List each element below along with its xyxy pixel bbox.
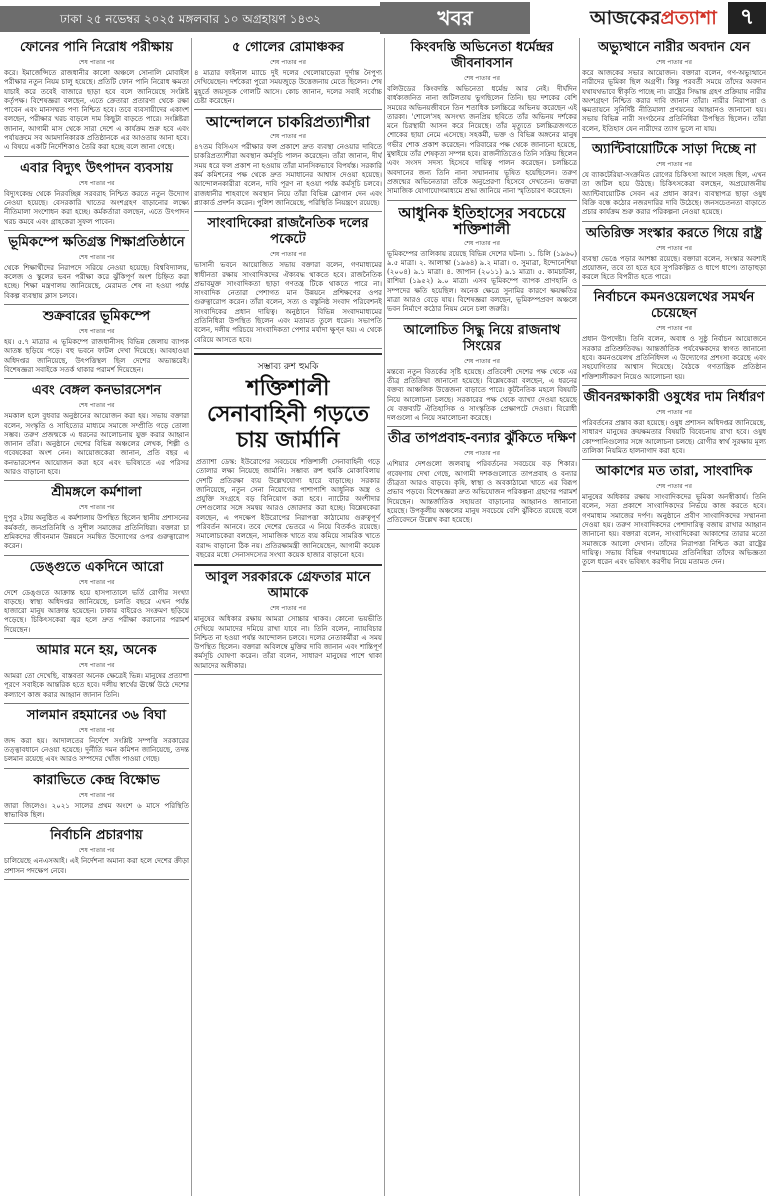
- article-body: বলিউডের কিংবদন্তি অভিনেতা ধর্মেন্দ্র আর নেই। দীর্ঘদিন বার্ধক্যজনিত নানা জটিলতায় ভুগছিলেন তিনি। ছয় দশকের বেশি সময়ের অভিনয়জীবনে তিন শতাধিক চলচ্চিত্রে অভিনয় করেছেন এই তারকা। 'শোলে'সহ অসংখ্য জনপ্রিয় ছবিতে তাঁর অভিনয় দর্শকের মনে চিরস্থায়ী আসন করে নিয়েছে। তাঁর মৃত্যুতে চলচ্চিত্রজগতে শোকের ছায়া নেমে এসেছে। সহকর্মী, ভক্ত ও বিভিন্ন অঙ্গনের মানুষ গভীর শোক প্রকাশ করেছেন। পরিবারের পক্ষ থেকে জানানো হয়েছে, মুম্বাইয়ে তাঁর শেষকৃত্য সম্পন্ন হবে। রাজনীতিতেও তিনি সক্রিয় ছিলেন এবং সংসদ সদস্য হিসেবে দায়িত্ব পালন করেছেন। চলচ্চিত্রে অবদানের জন্য তিনি নানা সম্মাননায় ভূষিত হয়েছিলেন। তরুণ প্রজন্মের অভিনেতারা তাঁকে অনুপ্রেরণা হিসেবে দেখতেন। ভক্তরা সামাজিক যোগাযোগমাধ্যমে শ্রদ্ধা জানিয়ে নানা স্মৃতিচারণ করেছেন।: [387, 85, 577, 196]
- article-headline[interactable]: অভ্যুত্থানে নারীর অবদান যেন: [598, 40, 750, 55]
- continuation-note: শেষ পাতার পর: [78, 578, 115, 586]
- continuation-note: শেষ পাতার পর: [656, 325, 692, 333]
- page-number: ৭: [728, 2, 766, 34]
- logo-prefix: আজকের: [590, 7, 661, 29]
- article-headline[interactable]: সাংবাদিকেরা রাজনৈতিক দলের পকেটে: [207, 216, 369, 248]
- article-headline[interactable]: ডেঙ্গুতে একদিনে আরো: [29, 559, 164, 575]
- article-body: মানুষের অধিকার রক্ষায় সাংবাদিকদের ভূমিকা অনস্বীকার্য। তিনি বলেন, সত্য প্রকাশে সাংবাদিকদের নির্ভয়ে কাজ করতে হবে। গণমাধ্যম সমাজের দর্পণ। অনুষ্ঠানে প্রবীণ সাংবাদিকদের সম্মাননা দেওয়া হয়। তরুণ সাংবাদিকদের পেশাদারিত্ব বজায় রাখার আহ্বান জানানো হয়। বক্তারা বলেন, সাংবাদিকেরা আকাশের তারার মতো সমাজকে আলো দেখান। তাঁদের নিরাপত্তা নিশ্চিত করা রাষ্ট্রের দায়িত্ব। সভায় বিভিন্ন গণমাধ্যমের প্রতিনিধিরা তাঁদের অভিজ্ঞতা তুলে ধরেন এবং ভবিষ্যৎ করণীয় নিয়ে মতামত দেন।: [582, 493, 766, 567]
- article-headline[interactable]: এবং বেঙ্গল কনভারসেশন: [31, 383, 162, 399]
- news-article: [4, 383, 189, 481]
- continuation-note: শেষ পাতার পর: [464, 357, 500, 365]
- column-divider: [191, 38, 192, 1196]
- section-label: খবর: [380, 2, 530, 34]
- article-headline[interactable]: নির্বাচনি প্রচারণায়: [50, 828, 143, 844]
- article-body: প্রধান উপদেষ্টা। তিনি বলেন, অবাধ ও সুষ্ঠু নির্বাচন আয়োজনে সরকার প্রতিশ্রুতিবদ্ধ। আন্তর্জাতিক পর্যবেক্ষকদের স্বাগত জানানো হবে। কমনওয়েলথ প্রতিনিধিদল এ উদ্যোগের প্রশংসা করেছে এবং সহযোগিতার আশ্বাস দিয়েছে। বৈঠকে গণতান্ত্রিক প্রতিষ্ঠান শক্তিশালীকরণ নিয়েও আলোচনা হয়।: [582, 335, 766, 381]
- article-headline[interactable]: ভূমিকম্পে ক্ষতিগ্রস্ত শিক্ষাপ্রতিষ্ঠানে: [8, 234, 185, 250]
- news-article: [582, 226, 766, 287]
- news-article: [4, 235, 189, 305]
- feature-body: প্রত্যাশা ডেস্ক: ইউরোপের সবচেয়ে শক্তিশালী সেনাবাহিনী গড়ে তোলার লক্ষ্য নিয়েছে জার্মানি। সম্ভাব্য রুশ হুমকি মোকাবিলায় দেশটি প্রতিরক্ষা ব্যয় উল্লেখযোগ্য হারে বাড়াচ্ছে। সরকার জানিয়েছে, নতুন সেনা নিয়োগের পাশাপাশি আধুনিক অস্ত্র ও প্রযুক্তি সংগ্রহে বড় বিনিয়োগ করা হবে। ন্যাটোর অংশীদার দেশগুলোর সঙ্গে সমন্বয় আরও জোরদার করা হচ্ছে। বিশ্লেষকেরা বলছেন, এ পদক্ষেপ ইউরোপের নিরাপত্তা কাঠামোয় গুরুত্বপূর্ণ পরিবর্তন আনবে। তবে দেশের ভেতরে এ নিয়ে বিতর্কও রয়েছে। সমালোচকেরা বলছেন, সামাজিক খাতে ব্যয় কমিয়ে সামরিক খাতে বরাদ্দ বাড়ানো ঠিক নয়। প্রতিরক্ষামন্ত্রী জানিয়েছেন, আগামী কয়েক বছরের মধ্যে সেনাসদস্যের সংখ্যা কয়েক হাজার বাড়ানো হবে।: [196, 457, 380, 559]
- news-article: [4, 485, 189, 555]
- news-article: [582, 290, 766, 385]
- column-divider: [384, 38, 385, 1196]
- newspaper-logo[interactable]: [590, 4, 717, 36]
- news-article: [4, 40, 189, 157]
- continuation-note: শেষ পাতার পর: [78, 59, 115, 66]
- article-headline[interactable]: এবার বিদ্যুৎ উৎপাদন ব্যবসায়: [20, 160, 173, 176]
- news-article: [4, 309, 189, 379]
- continuation-note: শেষ পাতার পর: [656, 161, 692, 169]
- continuation-note: শেষ পাতার পর: [78, 791, 115, 799]
- news-article: [387, 40, 577, 201]
- article-body: দেশে ডেঙ্গুতে আক্রান্ত হয়ে হাসপাতালে ভর্তি রোগীর সংখ্যা বাড়ছে। স্বাস্থ্য অধিদপ্তর জানিয়েছে, চলতি বছরে এখন পর্যন্ত হাজারো মানুষ আক্রান্ত হয়েছেন। ঢাকার বাইরেও সংক্রমণ ছড়িয়ে পড়েছে। চিকিৎসকেরা জ্বর হলে দ্রুত পরীক্ষা করানোর পরামর্শ দিয়েছেন।: [4, 588, 189, 634]
- article-body: করে। ইমার্জেন্সিতে রাজধানীর কালো অঞ্চলে সোনালি মোবাইল পরীক্ষার নতুন নিয়ম চালু হয়েছে। প্রতিটি ফোন পানি নিরোধ ক্ষমতা যাচাই করে তবেই বাজারে ছাড়া হবে বলে জানিয়েছে সংশ্লিষ্ট কর্তৃপক্ষ। বিশেষজ্ঞরা বলছেন, এতে ক্রেতারা প্রতারণা থেকে রক্ষা পাবেন এবং মানসম্মত পণ্য নিশ্চিত হবে। তবে ব্যবসায়ীদের একাংশ বলছেন, পরীক্ষার খরচ বাড়লে দাম কিছুটা বাড়তে পারে। সংশ্লিষ্টরা জানান, আগামী মাস থেকে সারা দেশে এ কার্যক্রম শুরু হবে এবং পর্যায়ক্রমে সব আমদানিকারক প্রতিষ্ঠানকে এর আওতায় আনা হবে। এ বিষয়ে একটি নির্দেশিকাও তৈরি করা হচ্ছে বলে জানা গেছে।: [4, 69, 189, 152]
- article-headline[interactable]: আমার মনে হয়, অনেক: [36, 642, 157, 658]
- article-body: পরিবর্তনের প্রস্তাব করা হয়েছে। ওষুধ প্রশাসন অধিদপ্তর জানিয়েছে, সাধারণ মানুষের ক্রয়ক্ষমতার বিষয়টি বিবেচনায় রাখা হবে। ওষুধ কোম্পানিগুলোর সঙ্গে আলোচনা চলছে। রোগীর স্বার্থ সুরক্ষায় মূল্য তালিকা নিয়মিত হালনাগাদ করা হবে।: [582, 418, 766, 455]
- article-headline[interactable]: কারাভিতে কেন্দ্র বিক্ষোভ: [33, 772, 160, 788]
- news-article: [194, 216, 382, 349]
- article-body: ভাসানী ভবনে আয়োজিত সভায় বক্তারা বলেন, গণমাধ্যমের স্বাধীনতা রক্ষায় সাংবাদিকদের ঐক্যবদ্ধ থাকতে হবে। রাজনৈতিক প্রভাবমুক্ত সাংবাদিকতা ছাড়া গণতন্ত্র টিকে থাকতে পারে না। সাংবাদিক নেতারা পেশাগত মান উন্নয়নে প্রশিক্ষণের ওপর গুরুত্বারোপ করেন। তাঁরা বলেন, সত্য ও বস্তুনিষ্ঠ সংবাদ পরিবেশনই সাংবাদিকের প্রধান দায়িত্ব। অনুষ্ঠানে বিভিন্ন সংবাদমাধ্যমের প্রতিনিধিরা উপস্থিত ছিলেন এবং মতামত তুলে ধরেন। সভাপতি বলেন, দলীয় পরিচয়ে সাংবাদিকতা পেশার মর্যাদা ক্ষুণ্ন হয়। এ থেকে বেরিয়ে আসতে হবে।: [194, 261, 382, 344]
- article-headline[interactable]: শ্রীমঙ্গলে কর্মশালা: [51, 485, 142, 501]
- continuation-note: শেষ পাতার পর: [656, 59, 692, 66]
- continuation-note: শেষ পাতার পর: [270, 133, 306, 141]
- article-headline[interactable]: আবুল সরকারকে গ্রেফতার মানে আমাকে: [205, 570, 371, 602]
- continuation-note: শেষ পাতার পর: [78, 726, 115, 734]
- continuation-note: শেষ পাতার পর: [78, 402, 115, 410]
- news-article: [582, 390, 766, 460]
- article-body: এশিয়ার দেশগুলো জলবায়ু পরিবর্তনের সবচেয়ে বড় শিকার। গবেষণায় দেখা গেছে, আগামী দশকগুলোতে তাপপ্রবাহ ও বন্যার তীব্রতা আরও বাড়বে। কৃষি, স্বাস্থ্য ও অবকাঠামো খাতে এর বিরূপ প্রভাব পড়বে। বিশেষজ্ঞরা দ্রুত অভিযোজন পরিকল্পনা গ্রহণের পরামর্শ দিয়েছেন। আন্তর্জাতিক সহায়তা বাড়ানোর আহ্বানও জানানো হয়েছে। উপকূলীয় অঞ্চলের মানুষ সবচেয়ে বেশি ঝুঁকিতে রয়েছে বলে প্রতিবেদনে উল্লেখ করা হয়েছে।: [387, 460, 577, 525]
- column-2: [194, 38, 382, 1196]
- article-body: মন্তব্যে নতুন বিতর্কের সৃষ্টি হয়েছে। প্রতিবেশী দেশের পক্ষ থেকে এর তীব্র প্রতিক্রিয়া জানানো হয়েছে। বিশ্লেষকেরা বলছেন, এ ধরনের বক্তব্য আঞ্চলিক উত্তেজনা বাড়াতে পারে। কূটনৈতিক মহলে বিষয়টি নিয়ে আলোচনা চলছে। সরকারের পক্ষ থেকে ব্যাখ্যা দেওয়া হয়েছে যে বক্তব্যটি ঐতিহাসিক ও সাংস্কৃতিক প্রেক্ষাপটে দেওয়া। বিরোধী দলগুলো এ নিয়ে সমালোচনা করেছে।: [387, 367, 577, 423]
- column-4: [582, 38, 766, 1196]
- continuation-note: শেষ পাতার পর: [656, 483, 692, 491]
- article-headline[interactable]: আকাশের মত তারা, সাংবাদিক: [595, 464, 753, 480]
- feature-article: [194, 353, 382, 566]
- continuation-note: শেষ পাতার পর: [78, 179, 115, 187]
- article-body: হয়। ৫.৭ মাত্রার এ ভূমিকম্পে রাজধানীসহ বিভিন্ন জেলায় ব্যাপক আতঙ্ক ছড়িয়ে পড়ে। বহু ভবনে ফাটল দেখা দিয়েছে। আবহাওয়া অধিদপ্তর জানিয়েছে, উৎপত্তিস্থল ছিল দেশের অভ্যন্তরেই। বিশেষজ্ঞরা সবাইকে সতর্ক থাকার পরামর্শ দিয়েছেন।: [4, 338, 189, 374]
- continuation-note: শেষ পাতার পর: [270, 59, 306, 66]
- continuation-note: শেষ পাতার পর: [78, 253, 115, 261]
- continuation-note: শেষ পাতার পর: [78, 661, 115, 669]
- article-headline[interactable]: ফোনের পানি নিরোধ পরীক্ষায়: [20, 40, 173, 55]
- continuation-note: শেষ পাতার পর: [270, 251, 306, 259]
- continuation-note: শেষ পাতার পর: [464, 450, 500, 458]
- feature-kicker: সম্ভাব্য রুশ হুমকি: [257, 361, 319, 372]
- continuation-note: শেষ পাতার পর: [270, 605, 306, 613]
- news-article: [582, 142, 766, 221]
- news-article: [582, 464, 766, 571]
- logo-accent: প্রত্যাশা: [660, 7, 717, 29]
- issue-date: ঢাকা ২৫ নভেম্বর ২০২৫ মঙ্গলবার ১০ অগ্রহায়ণ ১৪৩২: [0, 6, 380, 32]
- news-article: [4, 828, 189, 880]
- continuation-note: শেষ পাতার পর: [78, 847, 115, 855]
- news-article: [387, 431, 577, 529]
- continuation-note: শেষ পাতার পর: [656, 408, 692, 416]
- article-body: জব্দ করা হয়। আদালতের নির্দেশে সংশ্লিষ্ট সম্পত্তি সরকারের তত্ত্বাবধানে নেওয়া হয়েছে। দুর্নীতি দমন কমিশন জানিয়েছে, তদন্ত চলমান রয়েছে এবং আরও সম্পদের খোঁজ পাওয়া গেছে।: [4, 736, 189, 764]
- article-body: আমরা তো দেখেছি, বাস্তবতা অনেক ক্ষেত্রেই ভিন্ন। মানুষের প্রত্যাশা পূরণে সবাইকে আন্তরিক হতে হবে। দলীয় স্বার্থের ঊর্ধ্বে উঠে দেশের কল্যাণে কাজ করার আহ্বান জানান তিনি।: [4, 671, 189, 699]
- article-body: ৪৭তম বিসিএস পরীক্ষার ফল প্রকাশে দ্রুত ব্যবস্থা নেওয়ার দাবিতে চাকরিপ্রত্যাশীরা অবস্থান কর্মসূচি পালন করেছেন। তাঁরা জানান, দীর্ঘ সময় ধরে ফল প্রকাশ না হওয়ায় তাঁরা মানসিকভাবে বিপর্যস্ত। সরকারি কর্ম কমিশনের পক্ষ থেকে দ্রুত সমাধানের আশ্বাস দেওয়া হয়েছে। আন্দোলনকারীরা বলেন, দাবি পূরণ না হওয়া পর্যন্ত কর্মসূচি চলবে। রাজধানীর শাহবাগে অবস্থান নিয়ে তাঁরা বিভিন্ন স্লোগান দেন এবং প্ল্যাকার্ড প্রদর্শন করেন। পুলিশ জানিয়েছে, পরিস্থিতি নিয়ন্ত্রণে রয়েছে।: [194, 143, 382, 207]
- article-headline[interactable]: আলোচিত সিদ্ধু নিয়ে রাজনাথ সিংয়ের: [403, 322, 561, 354]
- continuation-note: শেষ পাতার পর: [464, 239, 500, 247]
- news-article: [4, 773, 189, 825]
- article-body: ৪ মাত্রার ফাইনাল ম্যাচে দুই দলের খেলোয়াড়েরা দুর্দান্ত নৈপুণ্য দেখিয়েছেন। দর্শকেরা পুরো সময়জুড়ে উত্তেজনায় মেতে ছিলেন। শেষ মুহূর্তে জয়সূচক গোলটি আসে। কোচ জানান, দলের সবাই সর্বোচ্চ চেষ্টা করেছেন।: [194, 69, 382, 105]
- article-headline[interactable]: তীব্র তাপপ্রবাহ-বন্যার ঝুঁকিতে দক্ষিণ: [388, 431, 576, 447]
- article-headline[interactable]: জীবনরক্ষাকারী ওষুধের দাম নির্ধারণ: [583, 389, 765, 405]
- article-headline[interactable]: নির্বাচনে কমনওয়েলথের সমর্থন চেয়েছেন: [593, 290, 755, 322]
- article-headline[interactable]: কিংবদন্তি অভিনেতা ধর্মেন্দ্রর জীবনাবসান: [410, 40, 554, 71]
- news-article: [194, 40, 382, 110]
- news-article: [194, 114, 382, 212]
- article-headline[interactable]: আধুনিক ইতিহাসের সবচেয়ে শক্তিশালী: [398, 203, 566, 238]
- news-article: [194, 570, 382, 675]
- article-body: দুপুর ২টায় অনুষ্ঠিত এ কর্মশালায় উপস্থিত ছিলেন স্থানীয় প্রশাসনের কর্মকর্তা, জনপ্রতিনিধি ও সুশীল সমাজের প্রতিনিধিরা। বক্তারা চা শ্রমিকদের জীবনমান উন্নয়নে সমন্বিত উদ্যোগের ওপর গুরুত্বারোপ করেন।: [4, 514, 189, 551]
- page-header: [0, 0, 770, 34]
- column-divider: [579, 38, 580, 1196]
- article-headline[interactable]: আন্দোলনে চাকরিপ্রত্যাশীরা: [206, 113, 370, 132]
- news-article: [4, 708, 189, 769]
- news-article: [387, 205, 577, 319]
- column-1: [4, 38, 189, 1196]
- continuation-note: শেষ পাতার পর: [464, 75, 500, 82]
- news-article: [4, 643, 189, 704]
- article-headline[interactable]: সালমান রহমানের ৩৬ বিঘা: [26, 707, 167, 723]
- article-headline[interactable]: অ্যান্টিবায়োটিকে সাড়া দিচ্ছে না: [591, 142, 757, 158]
- article-body: জারা জিলেও। ২০২১ সালের প্রথম অংশে ৬ মাসে পরিস্থিতি স্বাভাবিক ছিল।: [4, 801, 189, 820]
- article-body: চালিয়েছে এনএসআই। এই নির্দেশনা অমান্য করা হলে দেশের ক্রীড়া প্রশাসন পদক্ষেপ নেবে।: [4, 857, 189, 875]
- article-body: সমকাল হলে বুধবার অনুষ্ঠানের আয়োজন করা হয়। সভায় বক্তারা বলেন, সংস্কৃতি ও সাহিত্যের মাধ্যমে সমাজে সম্প্রীতি গড়ে তোলা সম্ভব। তরুণ প্রজন্মকে এ ধরনের আলোচনায় যুক্ত করার আহ্বান জানান তাঁরা। অনুষ্ঠানে দেশের বিভিন্ন অঞ্চলের লেখক, শিল্পী ও গবেষকেরা অংশ নেন। আয়োজকেরা জানান, প্রতি বছর এ কনভারসেশন আয়োজন করা হবে এবং ভবিষ্যতে এর পরিসর আরও বাড়ানো হবে।: [4, 412, 189, 477]
- article-body: ব্যবস্থা ভেঙে পড়ার আশঙ্কা রয়েছে। বক্তারা বলেন, সংস্কার অবশ্যই প্রয়োজন, তবে তা হতে হবে সুপরিকল্পিত ও ধাপে ধাপে। তাড়াহুড়া করলে হিতে বিপরীত হতে পারে।: [582, 254, 766, 282]
- news-article: [582, 40, 766, 138]
- article-body: করে আজকের সভার আয়োজন। বক্তারা বলেন, গণ-অভ্যুত্থানে নারীদের ভূমিকা ছিল অগ্রণী। কিন্তু পরবর্তী সময়ে তাঁদের অবদান যথাযথভাবে স্বীকৃতি পাচ্ছে না। রাষ্ট্রের সিদ্ধান্ত গ্রহণ প্রক্রিয়ায় নারীর অংশগ্রহণ নিশ্চিত করার দাবি জানান তাঁরা। নারীর নিরাপত্তা ও ক্ষমতায়নে সুনির্দিষ্ট নীতিমালা প্রণয়নের আহ্বানও জানানো হয়। সভায় বিভিন্ন নারী সংগঠনের প্রতিনিধিরা উপস্থিত ছিলেন। তাঁরা বলেন, ইতিহাস যেন নারীদের ত্যাগ ভুলে না যায়।: [582, 69, 766, 133]
- continuation-note: শেষ পাতার পর: [656, 244, 692, 252]
- article-body: মানুষের অধিকার রক্ষায় আমরা সোচ্চার থাকব। কোনো ভয়ভীতি দেখিয়ে আমাদের দমিয়ে রাখা যাবে না। তিনি বলেন, ন্যায়বিচার নিশ্চিত না হওয়া পর্যন্ত আন্দোলন চলবে। দলের নেতাকর্মীরা এ সময় উপস্থিত ছিলেন। বক্তারা অবিলম্বে মুক্তির দাবি জানান এবং শান্তিপূর্ণ কর্মসূচি ঘোষণা করেন। তাঁরা বলেন, সাধারণ মানুষের পাশে থাকা আমাদের অঙ্গীকার।: [194, 615, 382, 670]
- feature-headline[interactable]: শক্তিশালী সেনাবাহিনী গড়তে চায় জার্মানি: [206, 375, 369, 453]
- article-headline[interactable]: শুক্রবারের ভূমিকম্পে: [42, 309, 151, 325]
- news-article: [4, 161, 189, 231]
- news-article: [4, 560, 189, 639]
- news-article: [387, 323, 577, 428]
- article-body: বিদ্যুৎকেন্দ্র থেকে নিরবচ্ছিন্ন সরবরাহ নিশ্চিত করতে নতুন উদ্যোগ নেওয়া হয়েছে। বেসরকারি খাতের অংশগ্রহণ বাড়ানোর লক্ষ্যে নীতিমালা সংশোধন করা হচ্ছে। কর্মকর্তারা বলছেন, এতে উৎপাদন খরচ কমবে এবং গ্রাহকেরা সুফল পাবেন।: [4, 189, 189, 226]
- article-body: যে ব্যাকটেরিয়া-সংক্রমিত রোগের চিকিৎসা আগে সহজ ছিল, এখন তা জটিল হয়ে উঠছে। চিকিৎসকেরা বলছেন, অপ্রয়োজনীয় অ্যান্টিবায়োটিক সেবন এর প্রধান কারণ। ব্যবস্থাপত্র ছাড়া ওষুধ বিক্রি বন্ধে কঠোর নজরদারির দাবি উঠেছে। জনসচেতনতা বাড়াতে প্রচার কার্যক্রম শুরু করার পরিকল্পনা নেওয়া হয়েছে।: [582, 171, 766, 217]
- article-headline[interactable]: ৫ গোলের রোমাঞ্চকর: [232, 40, 344, 55]
- continuation-note: শেষ পাতার পর: [78, 328, 115, 336]
- continuation-note: শেষ পাতার পর: [78, 504, 115, 512]
- column-3: [387, 38, 577, 1196]
- article-headline[interactable]: অতিরিক্ত সংস্কার করতে গিয়ে রাষ্ট্র: [585, 225, 763, 241]
- article-body: ভূমিকম্পের তালিকায় রয়েছে বিভিন্ন দেশের ঘটনা। ১. চিলি (১৯৬০) ৯.৫ মাত্রা। ২. আলাস্কা (১৯৬৪) ৯.২ মাত্রা। ৩. সুমাত্রা, ইন্দোনেশিয়া (২০০৪) ৯.১ মাত্রা। ৪. জাপান (২০১১) ৯.১ মাত্রা। ৫. কামচাটকা, রাশিয়া (১৯৫২) ৯.০ মাত্রা। এসব ভূমিকম্পে ব্যাপক প্রাণহানি ও সম্পদের ক্ষতি হয়েছিল। অনেক ক্ষেত্রে সুনামির কারণে ক্ষয়ক্ষতির মাত্রা আরও বেড়ে যায়। বিশেষজ্ঞরা বলছেন, ভূমিকম্পপ্রবণ অঞ্চলে ভবন নির্মাণে কঠোর নিয়ম মেনে চলা জরুরি।: [387, 249, 577, 314]
- article-body: থেকে শিক্ষার্থীদের নিরাপদে সরিয়ে নেওয়া হয়েছে। বিশ্ববিদ্যালয়, কলেজ ও স্কুলের ভবন পরীক্ষা করে ঝুঁকিপূর্ণ অংশ চিহ্নিত করা হচ্ছে। শিক্ষা মন্ত্রণালয় জানিয়েছে, মেরামত শেষ না হওয়া পর্যন্ত বিকল্প ব্যবস্থায় ক্লাস চলবে।: [4, 263, 189, 300]
